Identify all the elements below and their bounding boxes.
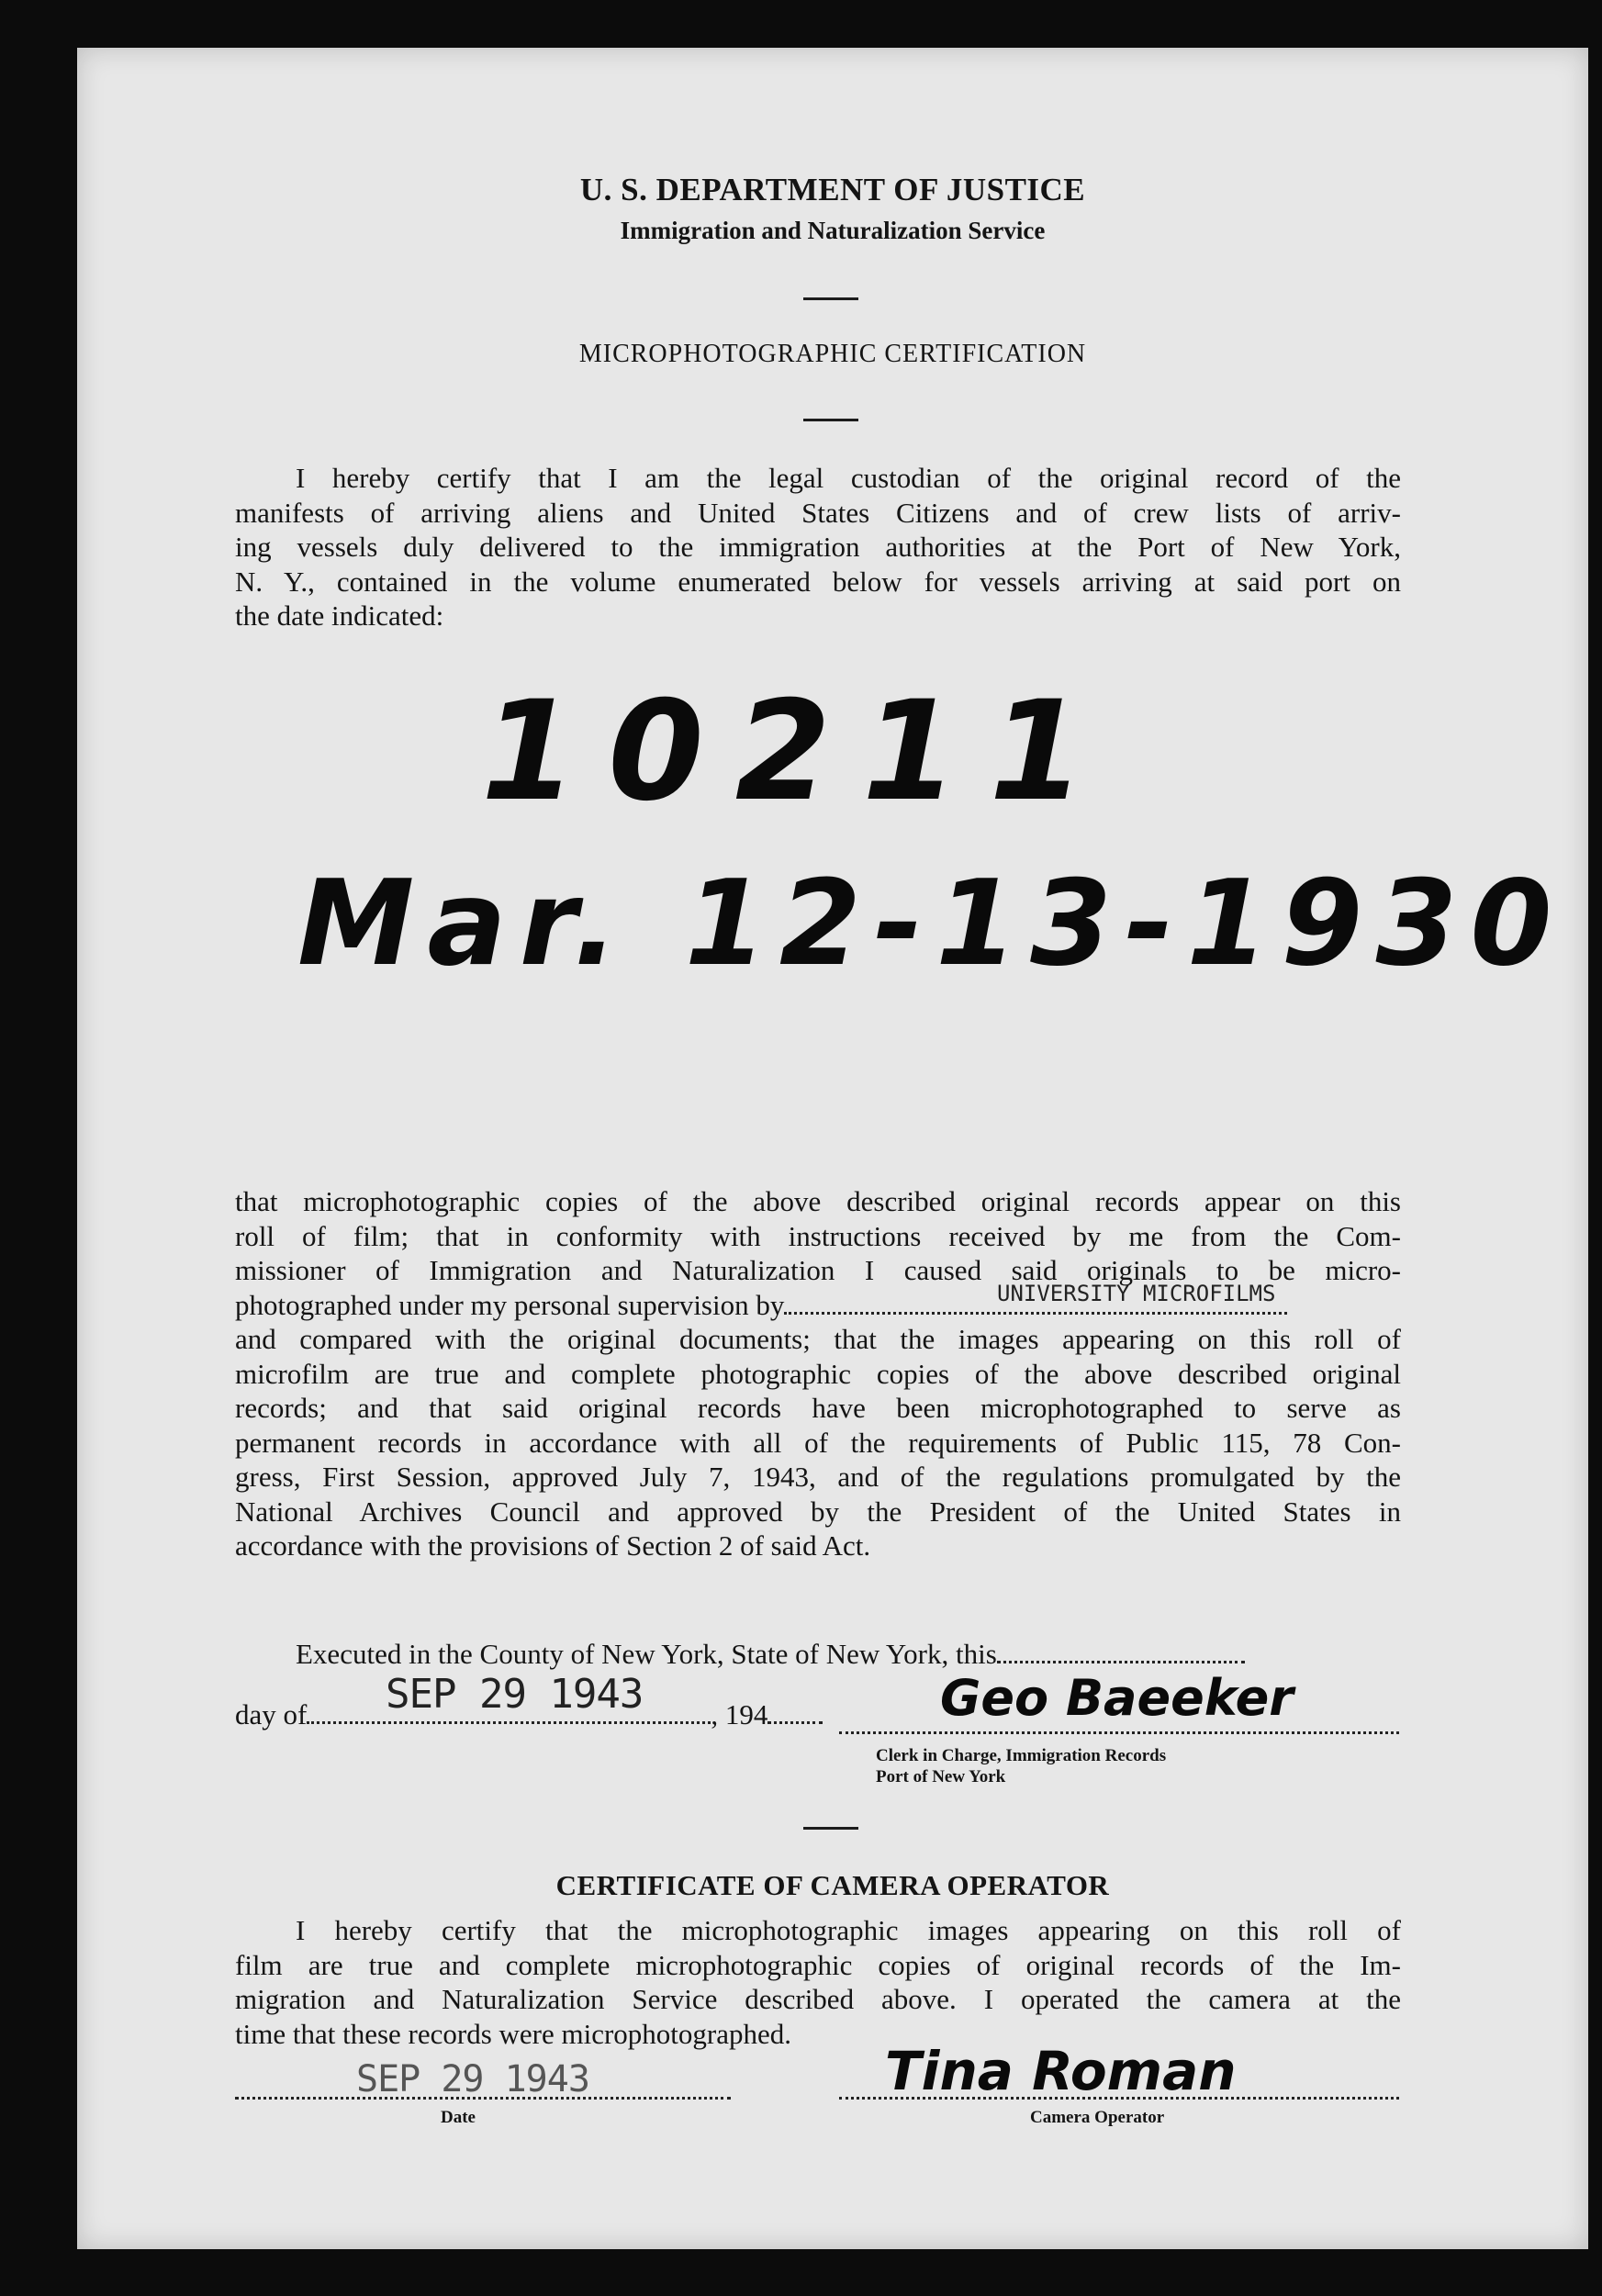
intro-line: N. Y., contained in the volume enumerated below for vessels arriving at said port on: [235, 565, 1401, 598]
clerk-port: Port of New York: [876, 1767, 1006, 1786]
camera-operator-label: Camera Operator: [1030, 2108, 1165, 2127]
body-line: roll of film; that in conformity with instructions received by me from the Com-: [235, 1219, 1401, 1252]
body-line: permanent records in accordance with all of the requirements of Public 115, 78 Con-: [235, 1426, 1401, 1459]
body-paragraph: [235, 1184, 1401, 1563]
executed-line: [296, 1638, 1245, 1671]
year-prefix: , 194: [711, 1698, 768, 1730]
camera-line: migration and Naturalization Service described above. I operated the camera at the: [235, 1983, 1401, 2015]
supervision-line: [235, 1280, 1401, 1323]
body-line: missioner of Immigration and Naturalization I caused said originals to be micro-: [235, 1254, 1401, 1286]
intro-line: I hereby certify that I am the legal custodian of the original record of the: [296, 462, 1401, 494]
day-of-label: day of: [235, 1698, 308, 1730]
clerk-title: Clerk in Charge, Immigration Records: [876, 1746, 1167, 1765]
body-line: gress, First Session, approved July 7, 1943, and of the regulations promulgated by the: [235, 1461, 1401, 1493]
camera-paragraph: [235, 1913, 1401, 2051]
service-subheading: Immigration and Naturalization Service: [620, 217, 1046, 244]
camera-line: film are true and complete microphotographic copies of original records of the Im-: [235, 1948, 1401, 1981]
department-heading: U. S. DEPARTMENT OF JUSTICE: [579, 172, 1086, 207]
body-line: National Archives Council and approved by the President of the United States in: [235, 1495, 1401, 1528]
body-line: and compared with the original documents; that the images appearing on this roll of: [235, 1323, 1401, 1355]
camera-date-stamp: SEP 29 1943: [356, 2058, 589, 2100]
handwritten-dates: Mar. 12-13-1930: [297, 856, 1565, 992]
divider: [803, 1827, 858, 1830]
supervision-text: photographed under my personal supervision by: [235, 1288, 785, 1321]
camera-line: time that these records were microphotographed.: [235, 2017, 791, 2050]
intro-line: the date indicated:: [235, 599, 444, 632]
body-line: records; and that said original records have been microphotographed to serve as: [235, 1392, 1401, 1424]
certificate-page: [77, 48, 1588, 2249]
divider: [803, 419, 858, 421]
camera-certificate-title: CERTIFICATE OF CAMERA OPERATOR: [555, 1869, 1110, 1901]
clerk-signature: Geo Baeeker: [940, 1669, 1294, 1727]
camera-line: I hereby certify that the microphotographic images appearing on this roll of: [296, 1914, 1401, 1946]
body-line: that microphotographic copies of the above described original records appear on this: [235, 1185, 1401, 1217]
camera-date-label: Date: [441, 2108, 476, 2127]
divider: [803, 297, 858, 300]
body-line: accordance with the provisions of Section 2 of said Act.: [235, 1529, 871, 1562]
body-line: microfilm are true and complete photographic copies of the above described original: [235, 1357, 1401, 1390]
execution-date-stamp: SEP 29 1943: [386, 1671, 644, 1718]
executed-text: Executed in the County of New York, State of New York, this: [296, 1638, 997, 1670]
certification-title: MICROPHOTOGRAPHIC CERTIFICATION: [578, 340, 1087, 368]
clerk-signature-line: [839, 1731, 1399, 1734]
handwritten-volume-number: 10211: [481, 672, 1116, 832]
intro-paragraph: [235, 461, 1401, 633]
microfilm-company-stamp: UNIVERSITY MICROFILMS: [997, 1280, 1276, 1306]
intro-line: ing vessels duly delivered to the immigration authorities at the Port of New York,: [235, 531, 1401, 563]
camera-operator-signature: Tina Roman: [885, 2040, 1237, 2102]
intro-line: manifests of arriving aliens and United States Citizens and of crew lists of arriv-: [235, 496, 1401, 529]
